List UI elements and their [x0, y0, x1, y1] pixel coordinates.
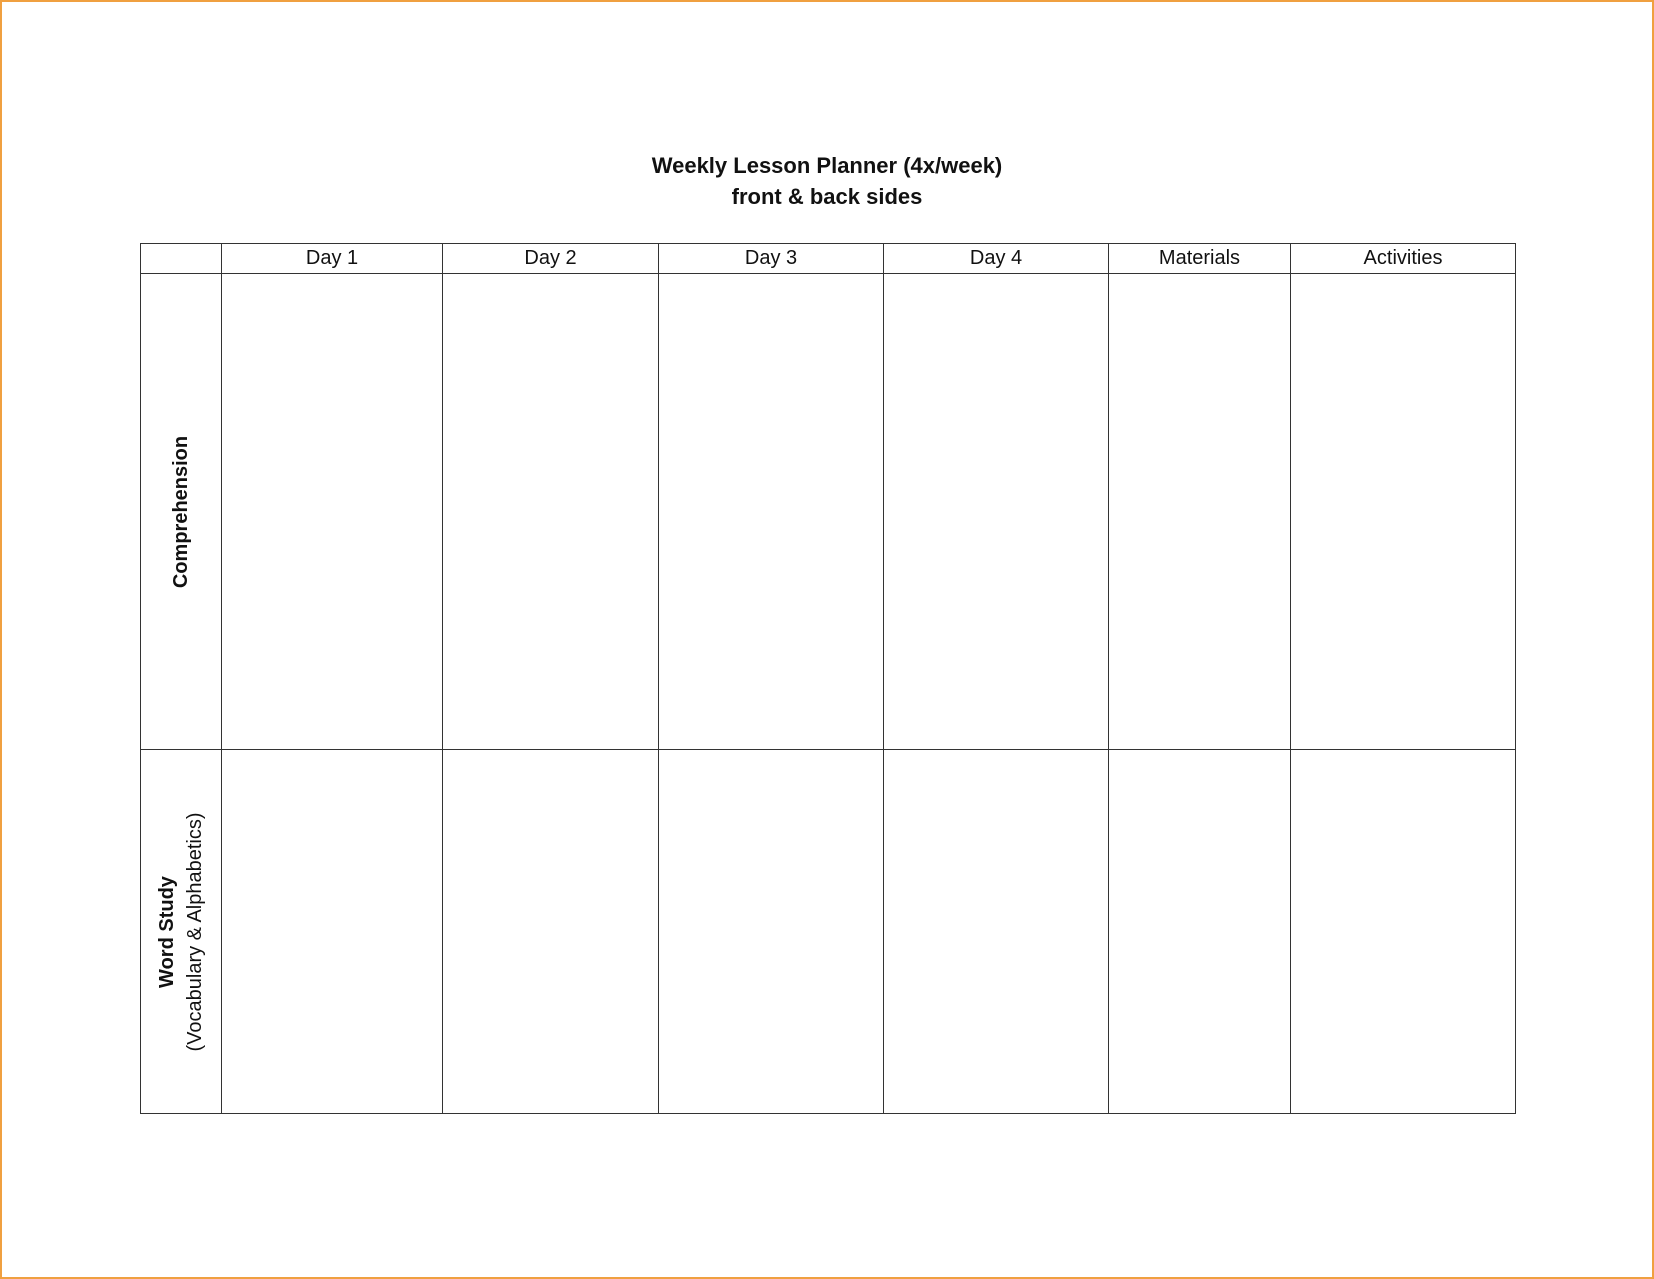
comprehension-day-1-cell[interactable]: [222, 274, 443, 750]
comprehension-day-4-cell[interactable]: [884, 274, 1109, 750]
comprehension-activities-cell[interactable]: [1291, 274, 1516, 750]
header-day-2: Day 2: [443, 244, 659, 274]
word-study-activities-cell[interactable]: [1291, 750, 1516, 1114]
word-study-materials-cell[interactable]: [1109, 750, 1291, 1114]
word-study-day-3-cell[interactable]: [659, 750, 884, 1114]
word-study-label: [153, 812, 209, 1051]
row-label: Comprehension: [170, 435, 192, 588]
title-line-2: front & back sides: [731, 184, 923, 209]
header-activities: Activities: [1291, 244, 1516, 274]
comprehension-day-2-cell[interactable]: [443, 274, 659, 750]
word-study-label-cell: [141, 750, 222, 1114]
document-title: [0, 150, 1654, 212]
row-sublabel: (Vocabulary & Alphabetics): [184, 811, 206, 1052]
header-day-1: Day 1: [222, 244, 443, 274]
comprehension-label-cell: [141, 274, 222, 750]
word-study-day-4-cell[interactable]: [884, 750, 1109, 1114]
title-line-1: Weekly Lesson Planner (4x/week): [651, 153, 1003, 178]
comprehension-day-3-cell[interactable]: [659, 274, 884, 750]
header-day-4: Day 4: [884, 244, 1109, 274]
planner-table: [140, 243, 1516, 1114]
comprehension-materials-cell[interactable]: [1109, 274, 1291, 750]
header-row: [141, 244, 1516, 274]
word-study-day-1-cell[interactable]: [222, 750, 443, 1114]
word-study-row: [141, 750, 1516, 1114]
comprehension-label: [167, 435, 195, 587]
row-label: Word Study: [156, 875, 178, 988]
word-study-day-2-cell[interactable]: [443, 750, 659, 1114]
header-materials: Materials: [1109, 244, 1291, 274]
header-day-3: Day 3: [659, 244, 884, 274]
comprehension-row: [141, 274, 1516, 750]
header-corner-cell: [141, 244, 222, 274]
